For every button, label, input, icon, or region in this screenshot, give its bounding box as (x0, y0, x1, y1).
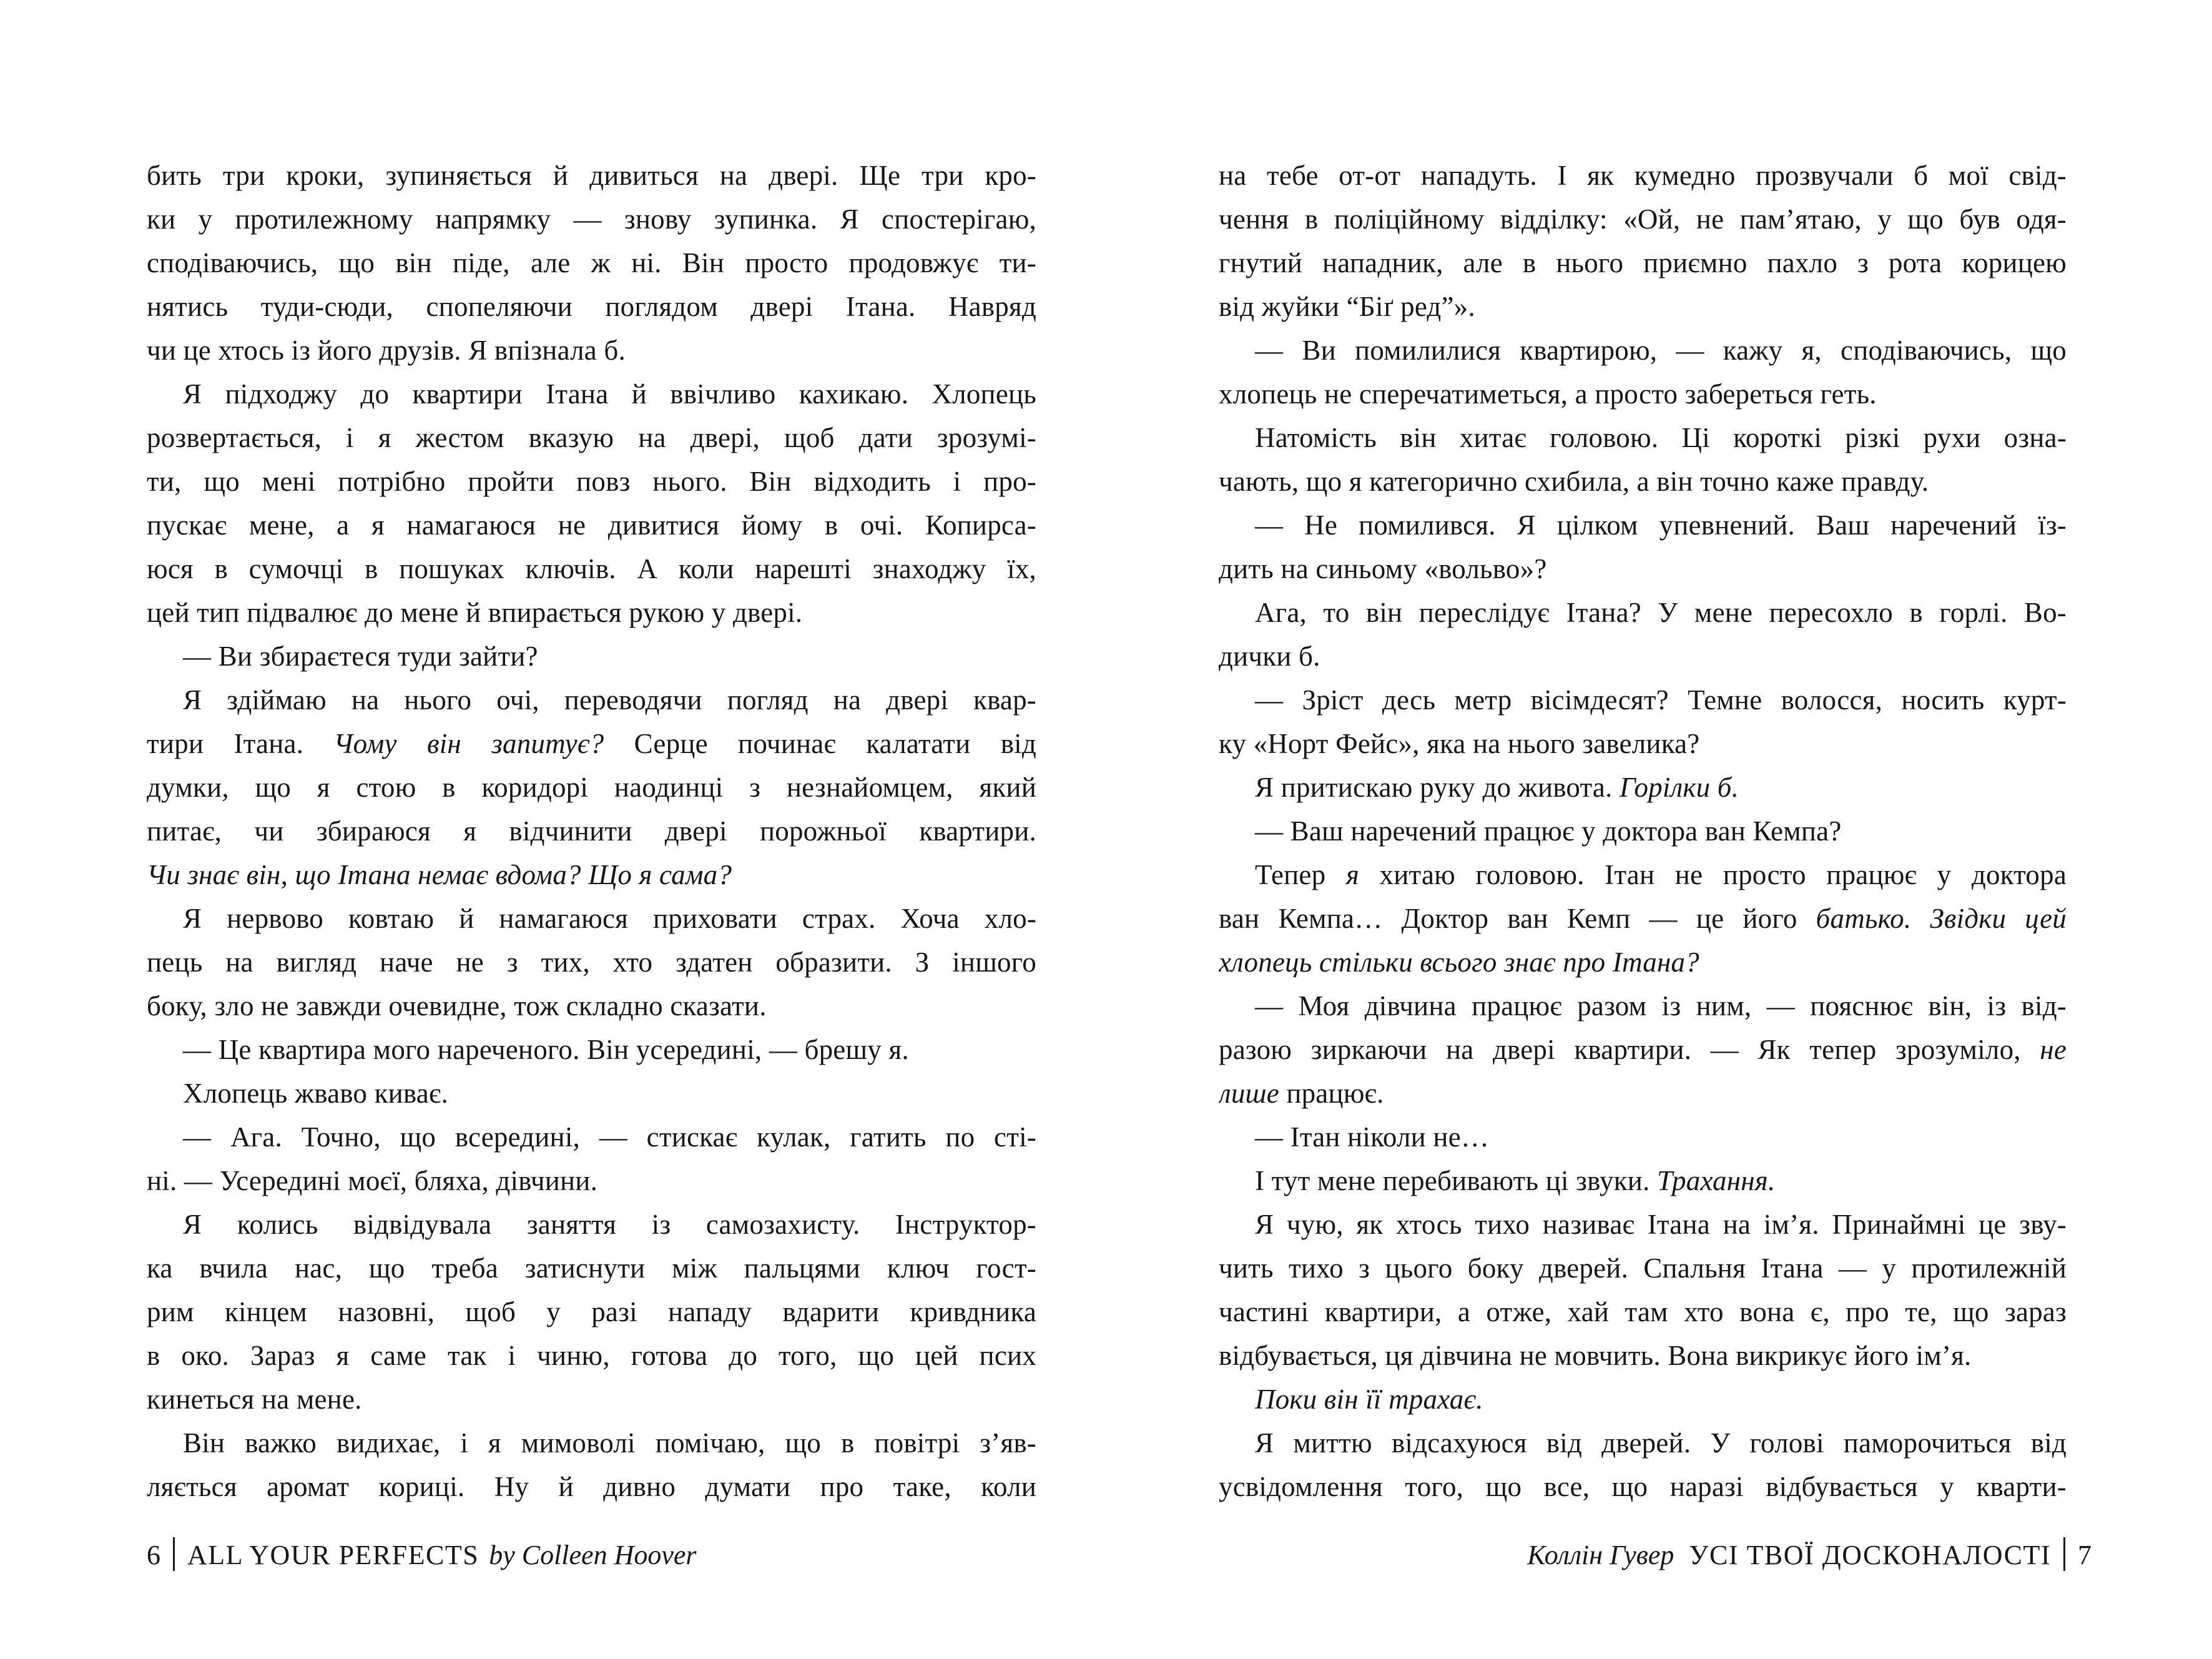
text-segment: нятись туди-сюди, спопеляючи поглядом двері Ітана. Навряд (147, 291, 1036, 322)
text-segment: Я підходжу до квартири Ітана й ввічливо кахикаю. Хлопець (183, 378, 1036, 410)
text-line (147, 503, 1036, 547)
text-line (1219, 1159, 2067, 1203)
italic-text-segment: батько. Звідки цей (1816, 903, 2067, 934)
text-line (147, 1290, 1036, 1334)
text-line (1219, 1203, 2067, 1246)
text-segment: тири Ітана. (147, 728, 334, 759)
text-segment: частині квартири, а отже, хай там хто вона є, про те, що зараз (1219, 1296, 2067, 1327)
text-line (1219, 285, 2067, 328)
right-page-number: 7 (2078, 1540, 2092, 1570)
text-segment: Тепер (1255, 859, 1346, 890)
text-segment: Він важко видихає, і я мимоволі помічаю, що в повітрі з’яв- (183, 1427, 1036, 1459)
text-segment: чить тихо з цього боку дверей. Спальня Ітана — у протилежній (1219, 1253, 2067, 1284)
italic-text-segment: Поки він її трахає. (1255, 1384, 1483, 1415)
text-line (147, 460, 1036, 503)
right-page-text-column (1219, 154, 2067, 1509)
text-segment: — Не помилився. Я цілком упевнений. Ваш наречений їз- (1255, 510, 2067, 541)
text-segment: в око. Зараз я саме так і чиню, готова до того, що цей псих (147, 1340, 1036, 1371)
text-segment: Серце починає калатати від (604, 728, 1036, 759)
text-segment: дички б. (1219, 641, 1320, 672)
text-line (1219, 1071, 2067, 1115)
text-line (147, 984, 1036, 1028)
text-line (1219, 809, 2067, 853)
text-segment: хлопець не сперечатиметься, а просто забереться геть. (1219, 378, 1877, 410)
text-segment: Я притискаю руку до живота. (1255, 772, 1620, 803)
text-line (147, 634, 1036, 678)
text-segment: Я миттю відсахуюся від дверей. У голові паморочиться від (1255, 1427, 2067, 1459)
text-line (1219, 897, 2067, 940)
text-line (1219, 460, 2067, 503)
text-segment: — Ага. Точно, що всередині, — стискає кулак, гатить по сті- (183, 1121, 1036, 1153)
text-segment: Хлопець жваво киває. (183, 1078, 448, 1109)
text-line (1219, 154, 2067, 197)
text-line (1219, 1377, 2067, 1421)
text-line (147, 809, 1036, 853)
italic-text-segment: лише (1219, 1078, 1279, 1109)
footer-separator-bar (173, 1537, 175, 1571)
text-line (1219, 766, 2067, 809)
text-segment: Я чую, як хтось тихо називає Ітана на ім’я. Принаймні це зву- (1255, 1209, 2067, 1240)
text-line (147, 1115, 1036, 1159)
text-segment: І тут мене перебивають ці звуки. (1255, 1165, 1657, 1196)
text-line (147, 1203, 1036, 1246)
text-segment: юся в сумочці в пошуках ключів. А коли нарешті знаходжу їх, (147, 553, 1036, 584)
italic-text-segment: Горілки б. (1620, 772, 1739, 803)
text-segment: — Ви збираєтеся туди зайти? (183, 641, 538, 672)
text-line (1219, 591, 2067, 634)
text-segment: на тебе от-от нападуть. І як кумедно прозвучали б мої свід- (1219, 160, 2067, 191)
italic-text-segment: Чому він запитує? (333, 728, 604, 759)
text-line (1219, 1421, 2067, 1465)
text-segment: пець на вигляд наче не з тих, хто здатен образити. З іншого (147, 947, 1036, 978)
left-page-footer (147, 1537, 697, 1571)
text-segment: від жуйки “Біґ ред”». (1219, 291, 1475, 322)
text-segment: пускає мене, а я намагаюся не дивитися йому в очі. Копирса- (147, 510, 1036, 541)
text-line (1219, 853, 2067, 897)
text-line (1219, 722, 2067, 766)
text-line (147, 285, 1036, 328)
text-segment: боку, зло не завжди очевидне, тож складно сказати. (147, 990, 767, 1021)
text-line (1219, 328, 2067, 372)
text-line (147, 1159, 1036, 1203)
text-segment: — Ітан ніколи не… (1255, 1121, 1490, 1153)
text-segment: Я здіймаю на нього очі, переводячи погляд на двері квар- (183, 684, 1036, 716)
text-segment: Я колись відвідувала заняття із самозахисту. Інструктор- (183, 1209, 1036, 1240)
text-line (1219, 940, 2067, 984)
book-author-ukrainian: Коллін Гувер (1527, 1540, 1674, 1570)
text-segment: гнутий нападник, але в нього приємно пахло з рота корицею (1219, 247, 2067, 278)
italic-text-segment: не (2040, 1034, 2067, 1065)
text-line (147, 678, 1036, 722)
italic-text-segment: я (1345, 859, 1359, 890)
text-segment: ні. — Усередині моєї, бляха, дівчини. (147, 1165, 598, 1196)
italic-text-segment: хлопець стільки всього знає про Ітана? (1219, 947, 1699, 978)
italic-text-segment: Чи знає він, що Ітана немає вдома? Що я сама? (147, 859, 732, 890)
text-line (147, 1028, 1036, 1071)
text-segment: цей тип підвалює до мене й впирається рукою у двері. (147, 597, 803, 628)
text-segment: чи це хтось із його друзів. Я впізнала б. (147, 335, 626, 366)
text-segment: думки, що я стою в коридорі наодинці з незнайомцем, який (147, 772, 1036, 803)
text-line (1219, 634, 2067, 678)
text-line (147, 154, 1036, 197)
text-line (147, 547, 1036, 591)
text-segment: ка вчила нас, що треба затиснути між пальцями ключ гост- (147, 1253, 1036, 1284)
text-segment: ван Кемпа… Доктор ван Кемп — це його (1219, 903, 1816, 934)
text-segment: разою зиркаючи на двері квартири. — Як тепер зрозуміло, (1219, 1034, 2040, 1065)
text-line (147, 853, 1036, 897)
text-segment: чення в поліційному відділку: «Ой, не пам’ятаю, у що був одя- (1219, 204, 2067, 235)
text-segment: бить три кроки, зупиняється й дивиться на двері. Ще три кро- (147, 160, 1036, 191)
text-segment: Ага, то він переслідує Ітана? У мене пересохло в горлі. Во- (1255, 597, 2067, 628)
footer-separator-bar (2063, 1537, 2065, 1571)
text-line (1219, 241, 2067, 285)
text-segment: Я нервово ковтаю й намагаюся приховати страх. Хоча хло- (183, 903, 1036, 934)
text-line (147, 1377, 1036, 1421)
text-line (147, 372, 1036, 416)
italic-text-segment: Трахання. (1656, 1165, 1776, 1196)
text-line (147, 940, 1036, 984)
text-segment: — Моя дівчина працює разом із ним, — пояснює він, із від- (1255, 990, 2067, 1021)
text-line (147, 1421, 1036, 1465)
text-line (147, 197, 1036, 241)
text-line (1219, 372, 2067, 416)
text-line (147, 722, 1036, 766)
text-line (1219, 1246, 2067, 1290)
text-segment: — Зріст десь метр вісімдесят? Темне волосся, носить курт- (1255, 684, 2067, 716)
text-segment: працює. (1279, 1078, 1384, 1109)
book-title-ukrainian: УСІ ТВОЇ ДОСКОНАЛОСТІ (1689, 1540, 2051, 1570)
text-line (147, 1246, 1036, 1290)
text-segment: розвертається, і я жестом вказую на двері, щоб дати зрозумі- (147, 422, 1036, 453)
text-segment: усвідомлення того, що все, що наразі відбувається у кварти- (1219, 1471, 2067, 1502)
text-segment: ку «Норт Фейс», яка на нього завелика? (1219, 728, 1700, 759)
text-segment: чають, що я категорично схибила, а він точно каже правду. (1219, 466, 1929, 497)
text-segment: кинеться на мене. (147, 1384, 362, 1415)
text-segment: Натомість він хитає головою. Ці короткі різкі рухи озна- (1255, 422, 2067, 453)
right-page-footer (1527, 1537, 2092, 1571)
text-line (147, 766, 1036, 809)
text-segment: ляється аромат кориці. Ну й дивно думати про таке, коли (147, 1471, 1036, 1502)
left-page-number: 6 (147, 1540, 160, 1570)
text-line (1219, 547, 2067, 591)
text-segment: рим кінцем назовні, щоб у разі нападу вдарити кривдника (147, 1296, 1036, 1327)
text-line (1219, 416, 2067, 460)
book-byline: by Colleen Hoover (489, 1540, 697, 1570)
text-line (1219, 1334, 2067, 1377)
text-segment: — Ваш наречений працює у доктора ван Кемпа? (1255, 815, 1842, 847)
text-line (147, 1465, 1036, 1509)
text-line (1219, 984, 2067, 1028)
text-line (1219, 1115, 2067, 1159)
left-page-text-column (147, 154, 1036, 1509)
text-line (147, 1071, 1036, 1115)
text-segment: відбувається, ця дівчина не мовчить. Вона викрикує його ім’я. (1219, 1340, 1972, 1371)
text-line (147, 897, 1036, 940)
text-segment: — Ви помилилися квартирою, — кажу я, сподіваючись, що (1255, 335, 2067, 366)
text-line (147, 328, 1036, 372)
text-line (1219, 197, 2067, 241)
text-line (147, 1334, 1036, 1377)
text-segment: питає, чи збираюся я відчинити двері порожньої квартири. (147, 815, 1036, 847)
text-segment: дить на синьому «вольво»? (1219, 553, 1547, 584)
text-line (147, 416, 1036, 460)
text-segment: ки у протилежному напрямку — знову зупинка. Я спостерігаю, (147, 204, 1036, 235)
text-segment: ти, що мені потрібно пройти повз нього. Він відходить і про- (147, 466, 1036, 497)
text-line (1219, 1465, 2067, 1509)
text-line (147, 241, 1036, 285)
text-line (1219, 1028, 2067, 1071)
text-line (1219, 1290, 2067, 1334)
text-line (147, 591, 1036, 634)
text-segment: сподіваючись, що він піде, але ж ні. Він просто продовжує ти- (147, 247, 1036, 278)
book-title-english: ALL YOUR PERFECTS (187, 1540, 479, 1570)
text-line (1219, 503, 2067, 547)
text-segment: хитаю головою. Ітан не просто працює у доктора (1359, 859, 2067, 890)
text-segment: — Це квартира мого нареченого. Він усередині, — брешу я. (183, 1034, 909, 1065)
text-line (1219, 678, 2067, 722)
